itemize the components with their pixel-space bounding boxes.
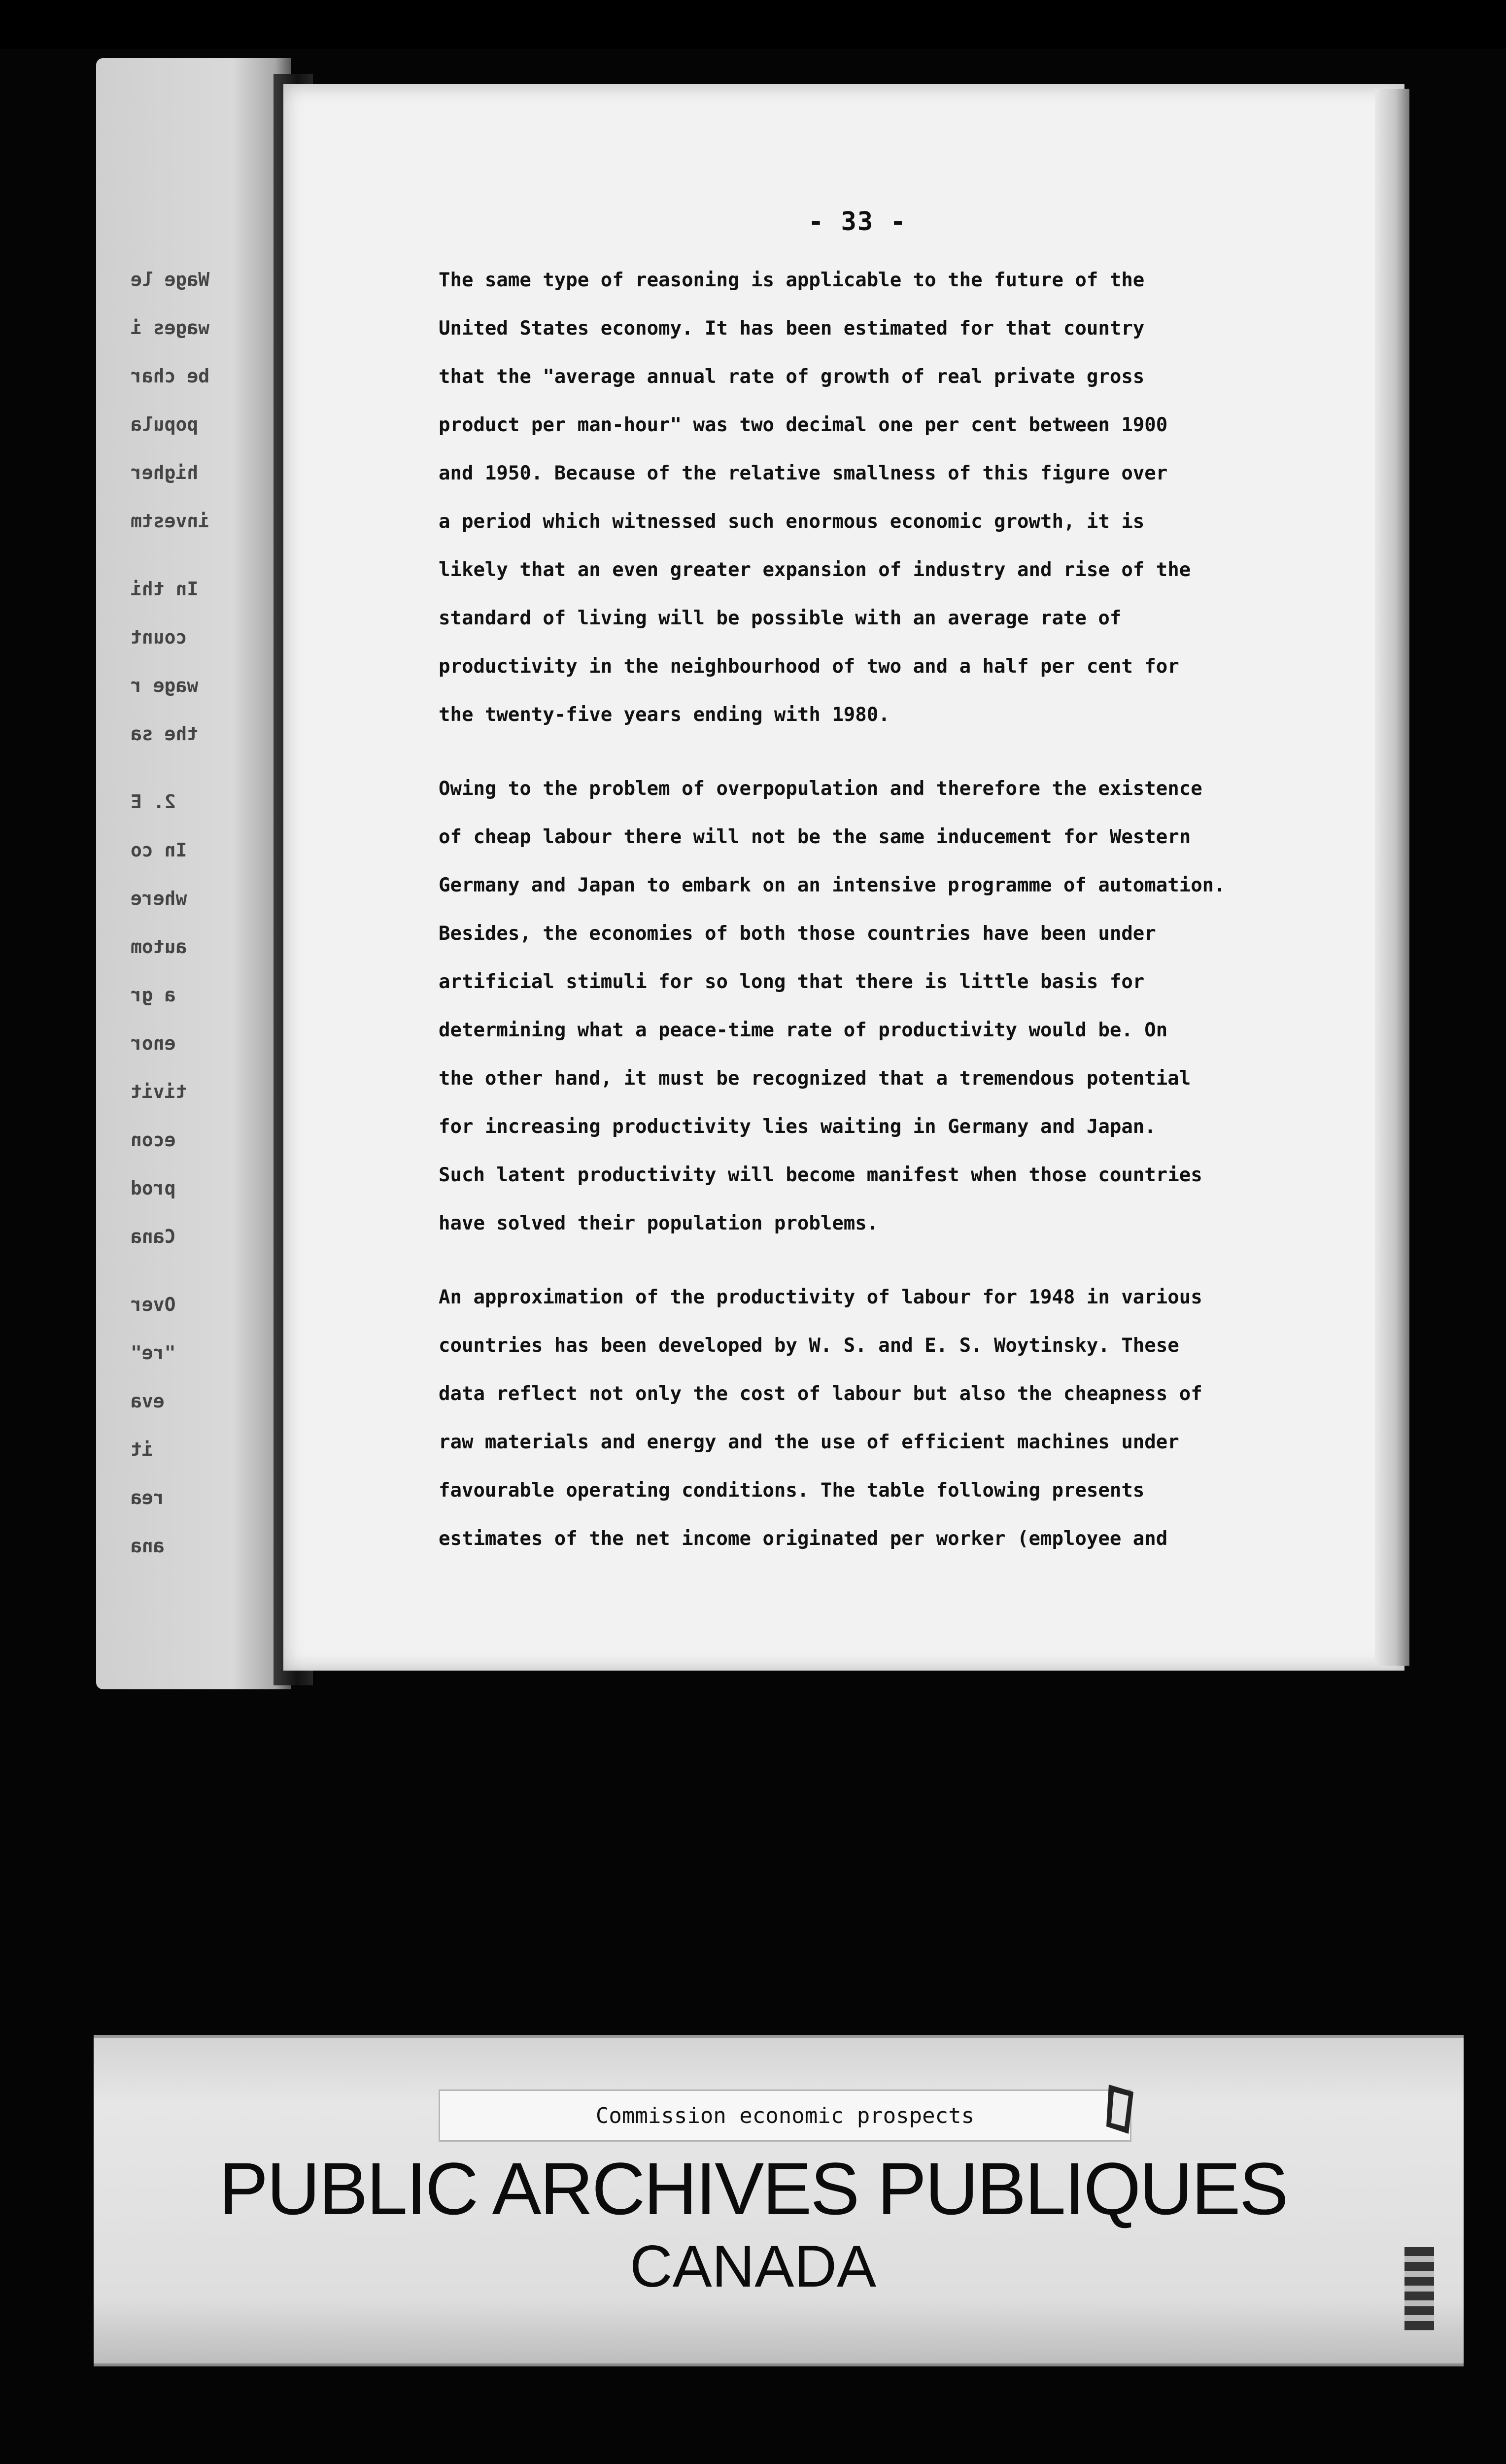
fragment-line: be char bbox=[131, 365, 210, 387]
text-line: Such latent productivity will become manifest when those countries bbox=[439, 1164, 1202, 1186]
fragment-line: popula bbox=[131, 413, 199, 435]
text-line: for increasing productivity lies waiting in Germany and Japan. bbox=[439, 1116, 1156, 1138]
fragment-line: where bbox=[131, 888, 187, 909]
fragment-line: it bbox=[131, 1438, 153, 1460]
paper-clip-icon bbox=[1099, 2080, 1143, 2139]
page-body bbox=[439, 256, 1266, 1589]
fragment-line: a gr bbox=[131, 984, 176, 1006]
text-line: and 1950. Because of the relative smallness of this figure over bbox=[439, 462, 1168, 484]
page-edge bbox=[1375, 89, 1409, 1666]
left-page-fragments bbox=[131, 255, 291, 1570]
fragment-line: ana bbox=[131, 1535, 165, 1557]
fragment-line: count bbox=[131, 626, 187, 648]
text-line: raw materials and energy and the use of efficient machines under bbox=[439, 1431, 1179, 1453]
text-line: the other hand, it must be recognized that a tremendous potential bbox=[439, 1067, 1191, 1090]
fragment-line: Over bbox=[131, 1294, 176, 1315]
page-number: - 33 - bbox=[808, 207, 907, 237]
text-line: United States economy. It has been estimated for that country bbox=[439, 317, 1145, 340]
text-line: of cheap labour there will not be the same inducement for Western bbox=[439, 826, 1191, 848]
paragraph-2 bbox=[439, 765, 1266, 1248]
fragment-line: investm bbox=[131, 510, 210, 532]
text-line: likely that an even greater expansion of industry and rise of the bbox=[439, 559, 1191, 581]
text-line: countries has been developed by W. S. and E. S. Woytinsky. These bbox=[439, 1335, 1179, 1357]
fragment-line: enor bbox=[131, 1032, 176, 1054]
fragment-line: tivit bbox=[131, 1081, 187, 1102]
fragment-line: In co bbox=[131, 839, 187, 861]
text-line: artificial stimuli for so long that there is little basis for bbox=[439, 971, 1145, 993]
fragment-line: Cana bbox=[131, 1226, 176, 1247]
text-line: data reflect not only the cost of labour but also the cheapness of bbox=[439, 1383, 1202, 1405]
text-line: the twenty-five years ending with 1980. bbox=[439, 704, 890, 726]
archive-title: PUBLIC ARCHIVES PUBLIQUES bbox=[219, 2147, 1287, 2230]
text-line: a period which witnessed such enormous economic growth, it is bbox=[439, 511, 1145, 533]
fragment-line: wages i bbox=[131, 317, 210, 339]
text-line: Owing to the problem of overpopulation and therefore the existence bbox=[439, 778, 1202, 800]
fragment-line: rea bbox=[131, 1487, 165, 1508]
text-line: productivity in the neighbourhood of two and a half per cent for bbox=[439, 655, 1179, 678]
fragment-line: "re" bbox=[131, 1342, 176, 1364]
text-line: favourable operating conditions. The table following presents bbox=[439, 1479, 1145, 1502]
fragment-line: 2. E bbox=[131, 791, 176, 813]
fragment-line: In thi bbox=[131, 578, 199, 600]
film-mark bbox=[1404, 2247, 1434, 2331]
text-line: Germany and Japan to embark on an intensive programme of automation. bbox=[439, 874, 1226, 896]
text-line: have solved their population problems. bbox=[439, 1212, 879, 1234]
fragment-line: wage r bbox=[131, 675, 199, 696]
fragment-line: prod bbox=[131, 1177, 176, 1199]
collection-tag-label: Commission economic prospects bbox=[595, 2103, 975, 2128]
fragment-line: higher bbox=[131, 462, 199, 483]
fragment-line: the sa bbox=[131, 723, 199, 745]
left-facing-page bbox=[96, 58, 291, 1689]
text-line: An approximation of the productivity of labour for 1948 in various bbox=[439, 1286, 1202, 1308]
fragment-line: Wage le bbox=[131, 269, 210, 290]
text-line: standard of living will be possible with an average rate of bbox=[439, 607, 1122, 629]
film-edge bbox=[0, 0, 1506, 49]
text-line: product per man-hour" was two decimal one per cent between 1900 bbox=[439, 414, 1168, 436]
paragraph-3 bbox=[439, 1273, 1266, 1563]
fragment-line: econ bbox=[131, 1129, 176, 1151]
collection-tag bbox=[439, 2089, 1131, 2142]
fragment-line: eva bbox=[131, 1390, 165, 1412]
paragraph-1 bbox=[439, 256, 1266, 739]
text-line: estimates of the net income originated per worker (employee and bbox=[439, 1528, 1168, 1550]
text-line: Besides, the economies of both those countries have been under bbox=[439, 923, 1156, 945]
fragment-line: autom bbox=[131, 936, 187, 958]
archive-country: CANADA bbox=[629, 2233, 877, 2299]
text-line: The same type of reasoning is applicable to the future of the bbox=[439, 269, 1145, 291]
text-line: that the "average annual rate of growth of real private gross bbox=[439, 366, 1145, 388]
text-line: determining what a peace-time rate of productivity would be. On bbox=[439, 1019, 1168, 1041]
